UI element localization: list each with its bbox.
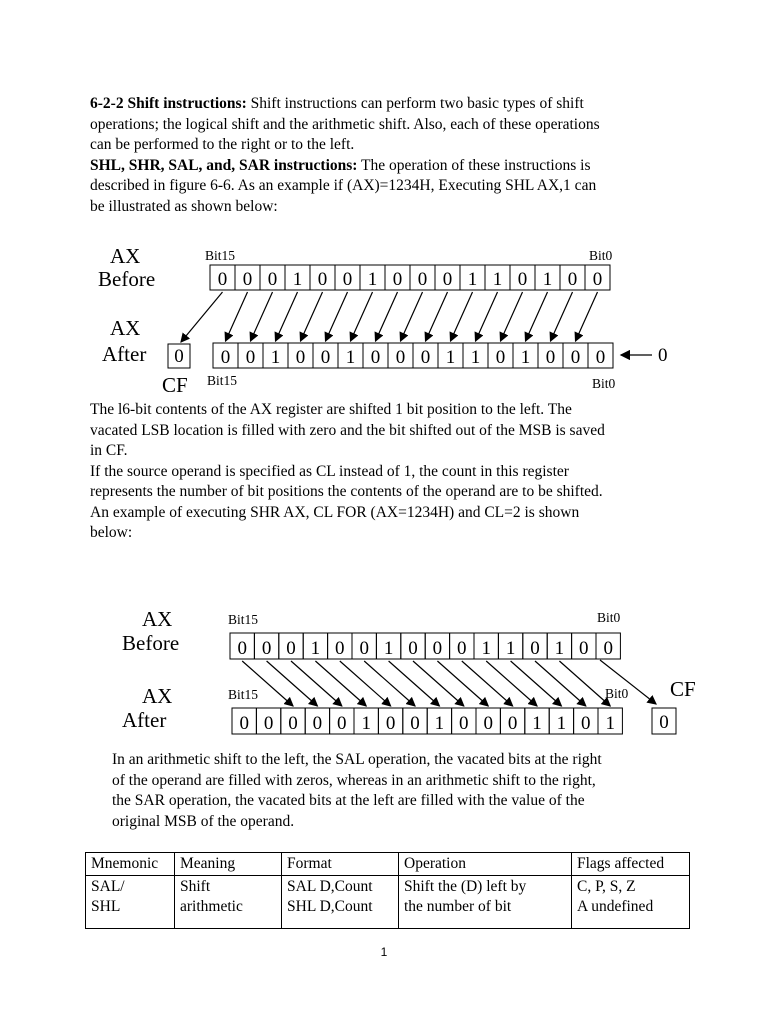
fig1-arrow-1 <box>226 292 248 341</box>
fig1-arrow-12 <box>501 292 523 341</box>
fig1-after-bit-11: 0 <box>495 347 506 368</box>
fig2-cf-value: 0 <box>659 712 669 733</box>
shl-diagram <box>0 235 768 400</box>
table-header-row <box>86 853 690 876</box>
fig2-after-bit-2: 0 <box>288 713 298 734</box>
cell-format: SAL D,Count SHL D,Count <box>282 876 399 929</box>
fig2-after-bit-14: 0 <box>581 713 591 734</box>
fig2-ax-label: AX <box>142 607 173 631</box>
fig1-after-bit-9: 1 <box>445 347 456 368</box>
fig2-before-bit-4: 0 <box>335 638 345 659</box>
fig1-bit15-bottom: Bit15 <box>207 373 238 388</box>
fig2-after-bit-5: 1 <box>361 713 371 734</box>
fig1-arrow-2 <box>251 292 273 341</box>
fig2-before-bit-0: 0 <box>237 638 247 659</box>
fig1-before-bit-0: 0 <box>217 269 228 290</box>
fig2-before-bit-15: 0 <box>603 638 613 659</box>
fig1-arrow-5 <box>326 292 348 341</box>
fig1-after-label: After <box>102 342 147 366</box>
fig2-arrow-5 <box>364 661 415 706</box>
fig2-before-bit-8: 0 <box>432 638 443 659</box>
fig2-bit0-top: Bit0 <box>597 610 621 625</box>
fig1-after-bit-12: 1 <box>520 347 531 368</box>
fig2-arrow-6 <box>389 661 440 706</box>
fig1-before-bit-9: 0 <box>442 269 453 290</box>
cell-mnemonic: SAL/ SHL <box>86 876 175 929</box>
fig1-arrow-9 <box>426 292 448 341</box>
fig2-before-bit-3: 1 <box>310 638 321 659</box>
fig1-after-bit-15: 0 <box>595 347 606 368</box>
fig2-after-bit-8: 1 <box>434 713 445 734</box>
fig2-bit15-bottom: Bit15 <box>228 687 259 702</box>
fig1-arrow-11 <box>476 292 498 341</box>
fig1-after-bit-13: 0 <box>545 347 556 368</box>
col-operation: Operation <box>399 853 572 876</box>
fig2-before-bit-11: 1 <box>505 638 516 659</box>
fig1-bit0-top: Bit0 <box>589 248 613 263</box>
fig1-after-bit-14: 0 <box>570 347 581 368</box>
fig1-after-bit-1: 0 <box>245 347 256 368</box>
fig2-before-label: Before <box>122 631 180 655</box>
fig2-after-bit-3: 0 <box>312 713 323 734</box>
fig1-bit15-top: Bit15 <box>205 248 236 263</box>
fig2-after-bit-13: 1 <box>556 713 567 734</box>
fig1-cf-label: CF <box>162 373 188 397</box>
fig2-before-bit-9: 0 <box>457 638 467 659</box>
fig2-after-label: After <box>122 708 167 732</box>
fig2-before-bit-10: 1 <box>481 638 491 659</box>
fig2-before-bit-12: 0 <box>530 638 540 659</box>
fig1-after-bit-7: 0 <box>395 347 406 368</box>
shr-diagram <box>0 600 768 745</box>
instruction-table <box>85 852 690 929</box>
fig2-after-bit-9: 0 <box>459 713 469 734</box>
fig1-arrow-10 <box>451 292 473 341</box>
fig2-before-bit-5: 0 <box>359 638 369 659</box>
fig1-arrow-4 <box>301 292 323 341</box>
col-format: Format <box>282 853 399 876</box>
fig2-before-bit-6: 1 <box>383 638 394 659</box>
fig2-before-bit-13: 1 <box>554 638 565 659</box>
fig1-after-bit-4: 0 <box>320 347 331 368</box>
table-row <box>86 876 690 929</box>
fig1-after-bit-0: 0 <box>220 347 231 368</box>
fig1-after-bit-3: 0 <box>295 347 306 368</box>
cell-meaning: Shift arithmetic <box>175 876 282 929</box>
fig2-bit0-bottom: Bit0 <box>605 686 629 701</box>
fig1-before-register <box>210 265 610 290</box>
fig2-cf-label: CF <box>670 677 696 701</box>
fig1-before-bit-11: 1 <box>492 269 503 290</box>
fig2-after-bit-10: 0 <box>483 713 493 734</box>
fig1-before-bit-7: 0 <box>392 269 403 290</box>
fig2-arrow-13 <box>559 661 610 706</box>
fig1-cf-value: 0 <box>174 346 184 367</box>
fig1-before-bit-6: 1 <box>367 269 378 290</box>
fig1-after-register <box>213 343 613 368</box>
fig1-after-bit-5: 1 <box>345 347 356 368</box>
fig2-ax-label-after: AX <box>142 684 173 708</box>
fig2-arrow-7 <box>413 661 464 706</box>
fig2-after-bit-15: 1 <box>605 713 615 734</box>
fig1-arrow-13 <box>526 292 548 341</box>
fig2-before-bit-2: 0 <box>286 638 296 659</box>
page-number: 1 <box>380 945 388 959</box>
fig2-shift-arrows <box>242 661 610 706</box>
fig1-arrow-8 <box>401 292 423 341</box>
fig1-before-bit-12: 0 <box>517 269 528 290</box>
fig2-before-register <box>230 633 620 659</box>
fig1-arrow-14 <box>551 292 573 341</box>
fig2-arrow-12 <box>535 661 586 706</box>
fig2-after-bit-4: 0 <box>337 713 347 734</box>
fig1-arrow-7 <box>376 292 398 341</box>
fig1-after-bit-2: 1 <box>270 347 281 368</box>
cell-operation: Shift the (D) left by the number of bit <box>399 876 572 929</box>
fig1-after-bit-8: 0 <box>420 347 431 368</box>
fig2-arrow-2 <box>291 661 342 706</box>
fig2-after-register <box>232 708 622 734</box>
col-mnemonic: Mnemonic <box>86 853 175 876</box>
fig2-arrow-8 <box>437 661 488 706</box>
fig1-before-bit-14: 0 <box>567 269 578 290</box>
fig2-bit15-top: Bit15 <box>228 612 259 627</box>
fig1-shift-arrows <box>181 292 598 342</box>
col-meaning: Meaning <box>175 853 282 876</box>
fig2-arrow-1 <box>267 661 318 706</box>
fig2-after-bit-0: 0 <box>239 713 249 734</box>
fig1-before-bit-13: 1 <box>542 269 553 290</box>
fig2-arrow-3 <box>315 661 366 706</box>
fig1-ax-label-after: AX <box>110 316 141 340</box>
fig1-arrow-15 <box>576 292 598 341</box>
fig2-arrow-9 <box>462 661 513 706</box>
fig1-before-bit-10: 1 <box>467 269 478 290</box>
section-heading: 6-2-2 Shift instructions: <box>90 95 247 112</box>
fig1-before-bit-4: 0 <box>317 269 328 290</box>
fig1-before-bit-1: 0 <box>242 269 253 290</box>
fig1-before-bit-15: 0 <box>592 269 603 290</box>
fig2-arrow-4 <box>340 661 391 706</box>
fig1-arrow-0 <box>181 292 223 342</box>
cell-flags: C, P, S, Z A undefined <box>572 876 690 929</box>
fig2-after-bit-7: 0 <box>410 713 420 734</box>
shl-explanation: The l6-bit contents of the AX register are shifted 1 bit position to the left. The vacated LSB location is filled with zero and the bit shifted out of the MSB is saved in CF. If the source operand is specified as CL instead of 1, the count in this register represents the number of bit positions the contents of the operand are to be shifted. An example of executing SHR AX, CL FOR (AX=1234H) and CL=2 is shown below: <box>90 401 605 541</box>
fig1-after-bit-10: 1 <box>470 347 481 368</box>
col-flags: Flags affected <box>572 853 690 876</box>
intro-paragraph: 6-2-2 Shift instructions: Shift instructions can perform two basic types of shift operations; the logical shift and the arithmetic shift. Also, each of these operations can be performed to the right or to the left. SHL, SHR, SAL, and, SAR instructions: The operation of these instructions is described in figure 6-6. As an example if (AX)=1234H, Executing SHL AX,1 can be illustrated as shown below: <box>90 95 600 215</box>
fig2-after-bit-1: 0 <box>263 713 274 734</box>
arithmetic-shift-paragraph: In an arithmetic shift to the left, the SAL operation, the vacated bits at the right of the operand are filled with zeros, whereas in an arithmetic shift to the right, the SAR operation, the vacated bits at the left are filled with the value of the original MSB of the operand. <box>112 751 602 830</box>
fig1-before-bit-2: 0 <box>267 269 278 290</box>
fig2-after-bit-11: 0 <box>507 713 518 734</box>
fig1-before-bit-5: 0 <box>342 269 353 290</box>
fig2-after-bit-6: 0 <box>385 713 396 734</box>
fig1-before-bit-3: 1 <box>292 269 303 290</box>
fig1-bit0-bottom: Bit0 <box>592 376 616 391</box>
fig1-before-bit-8: 0 <box>417 269 428 290</box>
fig2-before-bit-1: 0 <box>261 638 272 659</box>
fig2-arrow-11 <box>511 661 562 706</box>
fig1-fill-value: 0 <box>658 345 668 366</box>
fig2-arrow-10 <box>486 661 537 706</box>
fig1-arrow-3 <box>276 292 298 341</box>
fig1-after-bit-6: 0 <box>370 347 381 368</box>
fig2-before-bit-14: 0 <box>579 638 589 659</box>
fig1-ax-label: AX <box>110 244 141 268</box>
fig2-before-bit-7: 0 <box>408 638 418 659</box>
fig1-before-label: Before <box>98 267 156 291</box>
subsection-heading: SHL, SHR, SAL, and, SAR instructions: <box>90 156 358 174</box>
fig2-after-bit-12: 1 <box>532 713 542 734</box>
fig1-arrow-6 <box>351 292 373 341</box>
